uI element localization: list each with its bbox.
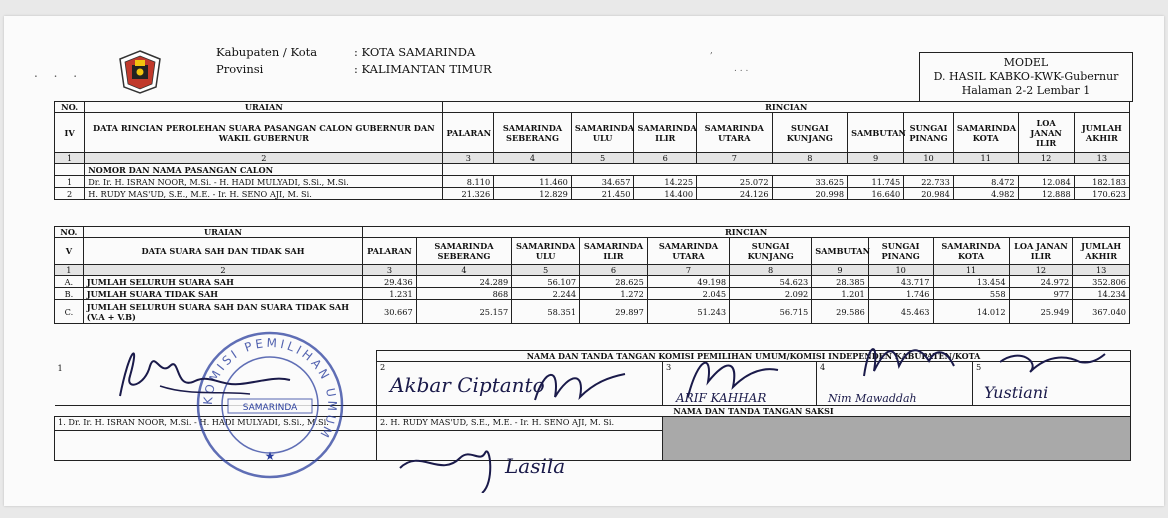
- subheading: NOMOR DAN NAMA PASANGAN CALON: [85, 164, 443, 176]
- cell-value: 12.888: [1018, 188, 1074, 200]
- col-header: LOA JANAN ILIR: [1018, 113, 1074, 153]
- cell-value: 21.326: [443, 188, 494, 200]
- cell-value: 8.472: [953, 176, 1018, 188]
- row-no: 2: [55, 188, 85, 200]
- head-no: NO.: [55, 102, 85, 113]
- saksi-name-1: 1. Dr. Ir. H. ISRAN NOOR, M.Si. - H. HADI MULYADI, S.Si., M.Si.: [55, 417, 377, 431]
- row-no: A.: [55, 276, 84, 288]
- svg-text:★: ★: [264, 449, 276, 463]
- col-number: 12: [1018, 153, 1074, 164]
- cell-value: 14.225: [634, 176, 697, 188]
- blank-cell: [443, 164, 1130, 176]
- col-header: SUNGAI PINANG: [904, 113, 954, 153]
- cell-value: 24.289: [416, 276, 512, 288]
- cell-value: 33.625: [772, 176, 848, 188]
- col-number: 11: [933, 265, 1009, 276]
- sig-slot: 2: [377, 362, 663, 406]
- col-number: 12: [1009, 265, 1073, 276]
- col-header: SAMARINDA SEBERANG: [416, 238, 512, 265]
- row-name: JUMLAH SELURUH SUARA SAH: [83, 276, 362, 288]
- shaded-area: [663, 417, 1131, 461]
- cell-value: 25.157: [416, 300, 512, 324]
- cell-value: 28.385: [812, 276, 869, 288]
- col-header: SUNGAI KUNJANG: [730, 238, 812, 265]
- row-name: Dr. Ir. H. ISRAN NOOR, M.Si. - H. HADI MULYADI, S.Si., M.Si.: [85, 176, 443, 188]
- cell-value: 54.623: [730, 276, 812, 288]
- col-header: SAMARINDA ULU: [512, 238, 580, 265]
- provinsi-label: Provinsi: [216, 62, 264, 76]
- col-number: 5: [512, 265, 580, 276]
- cell-value: 29.897: [580, 300, 648, 324]
- cell-value: 45.463: [868, 300, 933, 324]
- cell-value: 24.972: [1009, 276, 1073, 288]
- table-row: [55, 300, 1130, 324]
- svg-text:ARIF KAHHAR: ARIF KAHHAR: [676, 391, 767, 405]
- sig-slot: 1: [55, 351, 377, 406]
- cell-value: 20.984: [904, 188, 954, 200]
- col-header: SAMARINDA ILIR: [634, 113, 697, 153]
- col-header: SAMARINDA UTARA: [697, 113, 773, 153]
- cell-value: 2.092: [730, 288, 812, 300]
- section-title: DATA SUARA SAH DAN TIDAK SAH: [83, 238, 362, 265]
- cell-value: 58.351: [512, 300, 580, 324]
- blank-cell: [55, 164, 85, 176]
- sig-slot: 5: [973, 362, 1131, 406]
- cell-value: 14.234: [1073, 288, 1130, 300]
- col-header: SUNGAI KUNJANG: [772, 113, 848, 153]
- cell-value: 170.623: [1074, 188, 1129, 200]
- col-number: 7: [647, 265, 729, 276]
- cell-value: 51.243: [647, 300, 729, 324]
- head-uraian: URAIAN: [85, 102, 443, 113]
- table-row: [55, 188, 1130, 200]
- col-number: 1: [55, 153, 85, 164]
- provinsi-value: : KALIMANTAN TIMUR: [354, 62, 492, 76]
- model-title: MODEL: [1003, 56, 1049, 69]
- cell-value: 11.460: [494, 176, 572, 188]
- cell-value: 25.072: [697, 176, 773, 188]
- saksi-name-2: 2. H. RUDY MAS'UD, S.E., M.E. - Ir. H. SENO AJI, M. Si.: [377, 417, 663, 431]
- cell-value: 352.806: [1073, 276, 1130, 288]
- head-rincian: RINCIAN: [363, 227, 1130, 238]
- col-number: 13: [1074, 153, 1129, 164]
- col-number: 4: [416, 265, 512, 276]
- cell-value: 14.400: [634, 188, 697, 200]
- cell-value: 28.625: [580, 276, 648, 288]
- saksi-sign-2: [377, 431, 663, 461]
- col-header: LOA JANAN ILIR: [1009, 238, 1073, 265]
- cell-value: 367.040: [1073, 300, 1130, 324]
- row-no: B.: [55, 288, 84, 300]
- col-header: SUNGAI PINANG: [868, 238, 933, 265]
- col-header: SAMARINDA KOTA: [933, 238, 1009, 265]
- col-header: JUMLAH AKHIR: [1074, 113, 1129, 153]
- cell-value: 4.982: [953, 188, 1018, 200]
- col-number: 2: [83, 265, 362, 276]
- cell-value: 43.717: [868, 276, 933, 288]
- cell-value: 8.110: [443, 176, 494, 188]
- col-header: SAMBUTAN: [812, 238, 869, 265]
- cell-value: 21.450: [571, 188, 634, 200]
- cell-value: 56.715: [730, 300, 812, 324]
- col-header: PALARAN: [363, 238, 416, 265]
- col-number: 3: [363, 265, 416, 276]
- kpu-logo: [116, 49, 164, 95]
- col-number: 9: [812, 265, 869, 276]
- cell-value: 56.107: [512, 276, 580, 288]
- svg-text:Nim Mawaddah: Nim Mawaddah: [828, 392, 917, 405]
- kpu-title: NAMA DAN TANDA TANGAN KOMISI PEMILIHAN UMUM/KOMISI INDEPENDEN KABUPATEN/KOTA: [377, 351, 1131, 362]
- col-number: 9: [848, 153, 904, 164]
- table-valid-invalid-votes: [54, 226, 1130, 324]
- col-number: 8: [730, 265, 812, 276]
- cell-value: 1.231: [363, 288, 416, 300]
- table-row: [55, 288, 1130, 300]
- col-number: 5: [571, 153, 634, 164]
- col-number: 4: [494, 153, 572, 164]
- col-header: SAMARINDA ULU: [571, 113, 634, 153]
- row-no: C.: [55, 300, 84, 324]
- cell-value: 1.272: [580, 288, 648, 300]
- col-number: 2: [85, 153, 443, 164]
- col-number: 6: [634, 153, 697, 164]
- head-no: NO.: [55, 227, 84, 238]
- head-uraian: URAIAN: [83, 227, 362, 238]
- official-stamp: [190, 325, 350, 485]
- cell-value: 16.640: [848, 188, 904, 200]
- kabupaten-label: Kabupaten / Kota: [216, 45, 318, 59]
- cell-value: 20.998: [772, 188, 848, 200]
- row-no: 1: [55, 176, 85, 188]
- cell-value: 868: [416, 288, 512, 300]
- svg-text:Akbar Ciptanto: Akbar Ciptanto: [390, 373, 545, 397]
- row-name: H. RUDY MAS'UD, S.E., M.E. - Ir. H. SENO AJI, M. Si.: [85, 188, 443, 200]
- scan-speck: ,: [710, 46, 713, 56]
- cell-value: 12.084: [1018, 176, 1074, 188]
- section-title: DATA RINCIAN PEROLEHAN SUARA PASANGAN CALON GUBERNUR DAN WAKIL GUBERNUR: [85, 113, 443, 153]
- cell-value: 1.201: [812, 288, 869, 300]
- sig-slot: 4: [817, 362, 973, 406]
- col-number: 8: [772, 153, 848, 164]
- cell-value: 29.436: [363, 276, 416, 288]
- table-row: [55, 176, 1130, 188]
- cell-value: 34.657: [571, 176, 634, 188]
- col-header: SAMARINDA UTARA: [647, 238, 729, 265]
- col-number: 10: [904, 153, 954, 164]
- cell-value: 14.012: [933, 300, 1009, 324]
- col-header: JUMLAH AKHIR: [1073, 238, 1130, 265]
- svg-text:SAMARINDA: SAMARINDA: [242, 403, 298, 413]
- row-name: JUMLAH SELURUH SUARA SAH DAN SUARA TIDAK SAH (V.A + V.B): [83, 300, 362, 324]
- col-number: 3: [443, 153, 494, 164]
- cell-value: 49.198: [647, 276, 729, 288]
- cell-value: 558: [933, 288, 1009, 300]
- scan-marks: . . .: [34, 66, 84, 80]
- cell-value: 2.244: [512, 288, 580, 300]
- saksi-title: NAMA DAN TANDA TANGAN SAKSI: [377, 406, 1131, 417]
- section-no: IV: [55, 113, 85, 153]
- col-header: SAMARINDA ILIR: [580, 238, 648, 265]
- cell-value: 30.667: [363, 300, 416, 324]
- scan-speck: . . .: [734, 64, 749, 74]
- model-page: Halaman 2-2 Lembar 1: [961, 84, 1091, 97]
- cell-value: 1.746: [868, 288, 933, 300]
- cell-value: 13.454: [933, 276, 1009, 288]
- section-no: V: [55, 238, 84, 265]
- col-header: PALARAN: [443, 113, 494, 153]
- table-row: [55, 276, 1130, 288]
- col-number: 1: [55, 265, 84, 276]
- col-number: 7: [697, 153, 773, 164]
- sig-slot: 3: [663, 362, 817, 406]
- col-number: 13: [1073, 265, 1130, 276]
- svg-text:KOMISI PEMILIHAN UMUM: KOMISI PEMILIHAN UMUM: [200, 335, 340, 443]
- col-number: 11: [953, 153, 1018, 164]
- cell-value: 182.183: [1074, 176, 1129, 188]
- cell-value: 11.745: [848, 176, 904, 188]
- cell-value: 12.829: [494, 188, 572, 200]
- cell-value: 24.126: [697, 188, 773, 200]
- model-code: D. HASIL KABKO-KWK-Gubernur: [933, 70, 1119, 83]
- col-header: SAMBUTAN: [848, 113, 904, 153]
- cell-value: 2.045: [647, 288, 729, 300]
- cell-value: 29.586: [812, 300, 869, 324]
- col-header: SAMARINDA SEBERANG: [494, 113, 572, 153]
- col-header: SAMARINDA KOTA: [953, 113, 1018, 153]
- cell-value: 22.733: [904, 176, 954, 188]
- model-box: [919, 52, 1133, 102]
- col-number: 6: [580, 265, 648, 276]
- svg-text:Lasila: Lasila: [505, 454, 566, 478]
- kabupaten-value: : KOTA SAMARINDA: [354, 45, 476, 59]
- table-vote-per-candidate: [54, 101, 1130, 200]
- svg-text:Yustiani: Yustiani: [984, 383, 1049, 402]
- cell-value: 25.949: [1009, 300, 1073, 324]
- row-name: JUMLAH SUARA TIDAK SAH: [83, 288, 362, 300]
- col-number: 10: [868, 265, 933, 276]
- head-rincian: RINCIAN: [443, 102, 1130, 113]
- cell-value: 977: [1009, 288, 1073, 300]
